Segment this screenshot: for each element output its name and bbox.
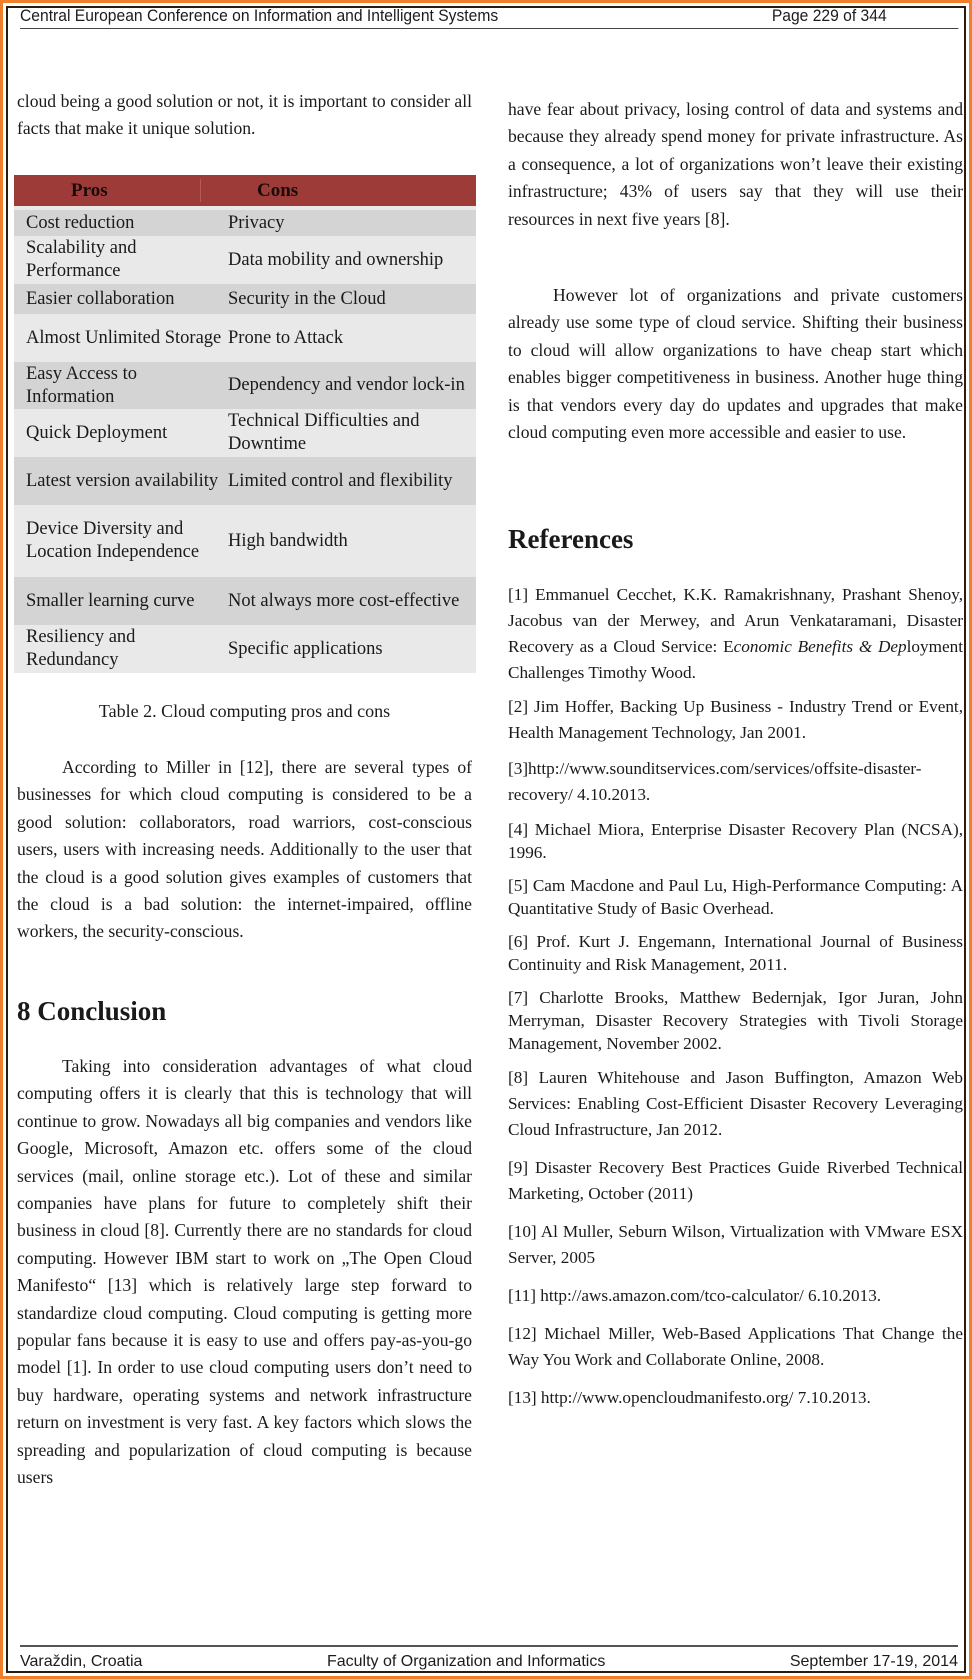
pro-cell: Resiliency and Redundancy [26, 627, 136, 670]
pro-cell: Cost reduction [26, 212, 135, 233]
reference-item: [5] Cam Macdone and Paul Lu, High-Performance Computing: A Quantitative Study of Basic Overhead. [508, 876, 963, 918]
table-row [14, 505, 476, 577]
intro-paragraph: cloud being a good solution or not, it is important to consider all facts that make it unique solution. [17, 91, 472, 139]
table-row [14, 457, 476, 505]
table-row [14, 362, 476, 409]
con-cell: Limited control and flexibility [228, 470, 453, 491]
reference-item: [1] Emmanuel Cecchet, K.K. Ramakrishnany, Prashant Shenoy, Jacobus van der Merwey, and Arun Venkataramani, Disaster Recovery as a Cloud Service: Economic Benefits & Deployment Challenges Timothy Wood. [508, 585, 963, 682]
however-paragraph: However lot of organizations and private customers already use some type of cloud service. Shifting their business to cloud will allow organizations to have cheap start which enables bigger competitiveness in business. Another huge thing is that vendors every day do updates and upgrades that make cloud computing even more accessible and easier to use. [508, 285, 963, 443]
table-header-row [14, 175, 476, 206]
pro-cell: Smaller learning curve [26, 590, 195, 611]
running-header [20, 4, 958, 29]
references-heading: References [508, 524, 634, 554]
pro-cell: Easier collaboration [26, 288, 175, 309]
running-footer [20, 1651, 958, 1673]
pro-cell: Latest version availability [26, 470, 219, 491]
reference-item: [8] Lauren Whitehouse and Jason Buffington, Amazon Web Services: Enabling Cost-Efficient Disaster Recovery Leveraging Cloud Infrastructure, Jan 2012. [508, 1068, 963, 1139]
references-list [508, 582, 963, 1421]
footer-location: Varaždin, Croatia [20, 1653, 143, 1670]
footer-date: September 17-19, 2014 [789, 1653, 958, 1670]
con-cell: Prone to Attack [228, 327, 344, 348]
page-number: Page 229 of 344 [771, 6, 887, 25]
con-cell: High bandwidth [228, 530, 348, 551]
pro-cell: Device Diversity and Location Independence [26, 519, 200, 562]
table-row [14, 236, 476, 284]
con-cell: Not always more cost-effective [228, 590, 460, 611]
reference-item: [6] Prof. Kurt J. Engemann, International Journal of Business Continuity and Risk Management, 2011. [508, 932, 963, 974]
con-cell: Data mobility and ownership [228, 249, 444, 270]
pro-cell: Easy Access to Information [26, 363, 137, 407]
table-row [14, 577, 476, 625]
header-cons: Cons [200, 179, 476, 202]
conclusion-paragraph: Taking into consideration advantages of what cloud computing offers it is clearly that this is technology that will continue to grow. Nowadays all big companies and vendors like Google, Microsoft, Amazon etc. offers some of the cloud services (mail, online storage etc.). Lot of these and similar companies have plans for future to completely shift their business in cloud [8]. Currently there are no standards for cloud computing. However IBM start to work on „The Open Cloud Manifesto“ [13] which is relatively large step forward to standardize cloud computing. Cloud computing is getting more popular fans because it is easy to use and offers pay-as-you-go model [1]. In order to use cloud computing users don’t need to buy hardware, operating systems and network infrastructure return on investment is very fast. A key factors which slows the spreading and popularization of cloud computing is because users [17, 1056, 472, 1488]
miller-paragraph: According to Miller in [12], there are several types of businesses for which cloud computing is considered to be a good solution: collaborators, road warriors, cost-conscious users, users with increasing needs. Additionally to the user that the cloud is a good solution gives examples of customers that the cloud is a bad solution: the internet-impaired, offline workers, the security-conscious. [17, 757, 472, 942]
table-caption: Table 2. Cloud computing pros and cons [98, 701, 391, 721]
pros-cons-table [14, 175, 476, 673]
con-cell: Security in the Cloud [228, 288, 386, 309]
reference-item: [7] Charlotte Brooks, Matthew Bedernjak, Igor Juran, John Merryman, Disaster Recovery Strategies with Tivoli Storage Management, November 2002. [508, 988, 963, 1053]
reference-item: [11] http://aws.amazon.com/tco-calculator/ 6.10.2013. [508, 1286, 882, 1305]
con-cell: Technical Difficulties and Downtime [228, 411, 420, 454]
table-row [14, 210, 476, 236]
table-row [14, 409, 476, 457]
con-cell: Privacy [228, 212, 285, 233]
footer-rule [20, 1645, 958, 1647]
con-cell: Dependency and vendor lock-in [228, 375, 465, 395]
table-row [14, 284, 476, 314]
table-row [14, 625, 476, 673]
reference-item: [2] Jim Hoffer, Backing Up Business - Industry Trend or Event, Health Management Technology, Jan 2001. [508, 697, 963, 742]
header-pros: Pros [71, 180, 108, 201]
continuation-paragraph: have fear about privacy, losing control of data and systems and because they already spend money for private infrastructure. As a consequence, a lot of organizations won’t leave their existing infrastructure; 43% of users say that they will use their resources in next five years [8]. [508, 99, 963, 229]
reference-item: [3]http://www.sounditservices.com/services/offsite-disaster-recovery/ 4.10.2013. [508, 759, 922, 804]
pro-cell: Scalability and Performance [26, 238, 137, 281]
con-cell: Specific applications [228, 638, 383, 659]
conclusion-heading: 8 Conclusion [17, 996, 167, 1026]
footer-institution: Faculty of Organization and Informatics [326, 1653, 606, 1670]
reference-item: [12] Michael Miller, Web-Based Applications That Change the Way You Work and Collaborate Online, 2008. [508, 1324, 963, 1369]
reference-item: [9] Disaster Recovery Best Practices Guide Riverbed Technical Marketing, October (2011) [508, 1158, 963, 1203]
pro-cell: Quick Deployment [26, 422, 168, 443]
table-row [14, 314, 476, 362]
reference-item: [10] Al Muller, Seburn Wilson, Virtualization with VMware ESX Server, 2005 [508, 1222, 963, 1267]
reference-item: [4] Michael Miora, Enterprise Disaster Recovery Plan (NCSA), 1996. [508, 820, 963, 862]
conference-title: Central European Conference on Information and Intelligent Systems [20, 6, 499, 25]
pro-cell: Almost Unlimited Storage [26, 327, 222, 348]
reference-item: [13] http://www.opencloudmanifesto.org/ 7.10.2013. [508, 1388, 871, 1407]
